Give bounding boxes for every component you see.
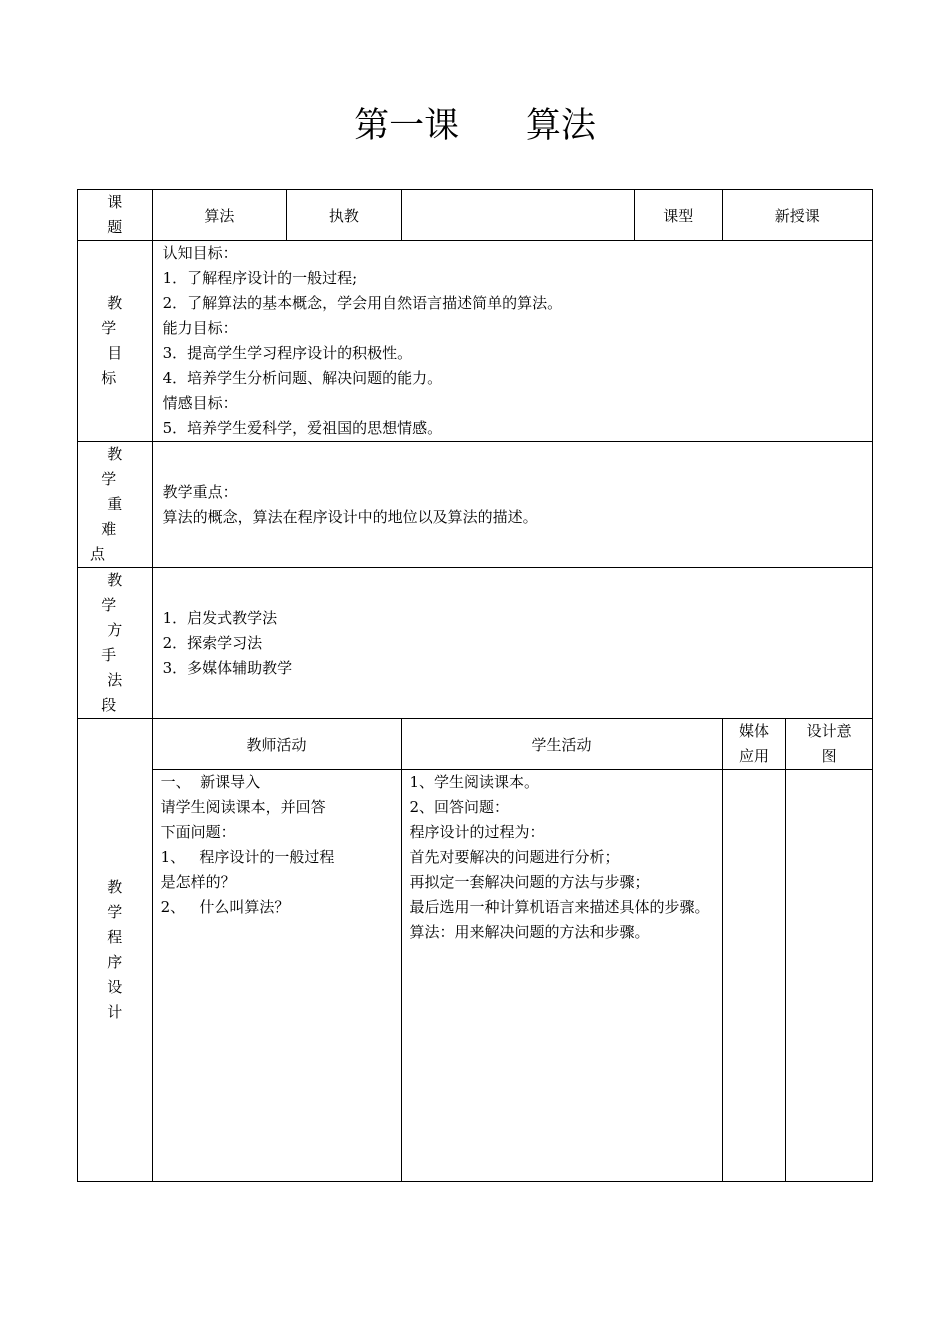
objective-line: 5．培养学生爱科学，爱祖国的思想情感。 [162,419,443,437]
student-line: 2、回答问题： [409,798,510,816]
lesson-plan-table [77,189,873,1182]
student-line: 1、学生阅读课本。 [409,773,540,791]
methods-row [78,568,873,719]
methods-label: 教 学 方 手 法 段 [78,568,153,719]
method-line: 1．启发式教学法 [162,608,278,627]
objective-line: 能力目标： [162,319,238,337]
media-content [722,770,786,1182]
objectives-label: 教 学 目 标 [78,241,153,442]
student-activity-header: 学生活动 [401,719,722,770]
student-line: 算法：用来解决问题的方法和步骤。 [409,923,650,941]
teacher-value [401,190,634,241]
objective-line: 3．提高学生学习程序设计的积极性。 [162,344,413,362]
procedure-label: 教 学 程 序 设 计 [78,719,153,1182]
page-title: 第一课 算法 [354,106,596,146]
method-line: 3．多媒体辅助教学 [162,658,293,677]
objective-line: 4．培养学生分析问题、解决问题的能力。 [162,369,443,387]
key-point-line: 教学重点： [162,482,238,501]
teacher-line: 2、 什么叫算法？ [160,898,290,916]
student-line: 再拟定一套解决问题的方法与步骤； [409,873,650,891]
student-activity-content [401,770,722,1182]
design-header: 设计意 图 [786,719,873,770]
teacher-line: 请学生阅读课本，并回答 [160,798,326,816]
method-line: 2．探索学习法 [162,633,263,652]
objective-line: 认知目标： [162,244,238,262]
student-line: 首先对要解决的问题进行分析； [409,848,620,866]
type-label: 课型 [634,190,722,241]
teacher-activity-header: 教师活动 [152,719,401,770]
student-line: 程序设计的过程为： [409,823,545,841]
teacher-line: 下面问题： [160,823,236,841]
objective-line: 情感目标： [162,394,238,412]
methods-content [152,568,872,719]
objective-line: 1．了解程序设计的一般过程; [162,269,358,287]
objectives-content [152,241,872,442]
teacher-line: 一、 新课导入 [160,773,261,791]
student-line: 最后选用一种计算机语言来描述具体的步骤。 [409,898,710,916]
objective-line: 2．了解算法的基本概念，学会用自然语言描述简单的算法。 [162,294,563,312]
key-points-label: 教 学 重 难 点 [78,442,153,568]
teacher-activity-content [152,770,401,1182]
topic-label: 课 题 [78,190,153,241]
topic-value: 算法 [152,190,287,241]
procedure-content-row [78,770,873,1182]
type-value: 新授课 [722,190,872,241]
media-header: 媒体 应用 [722,719,786,770]
objectives-row [78,241,873,442]
design-content [786,770,873,1182]
key-point-line: 算法的概念，算法在程序设计中的地位以及算法的描述。 [162,507,538,526]
key-points-content [152,442,872,568]
key-points-row [78,442,873,568]
teacher-line: 1、 程序设计的一般过程 [160,848,335,866]
procedure-header-row [78,719,873,770]
header-row [78,190,873,241]
teacher-line: 是怎样的？ [160,873,236,891]
teacher-label: 执教 [287,190,401,241]
